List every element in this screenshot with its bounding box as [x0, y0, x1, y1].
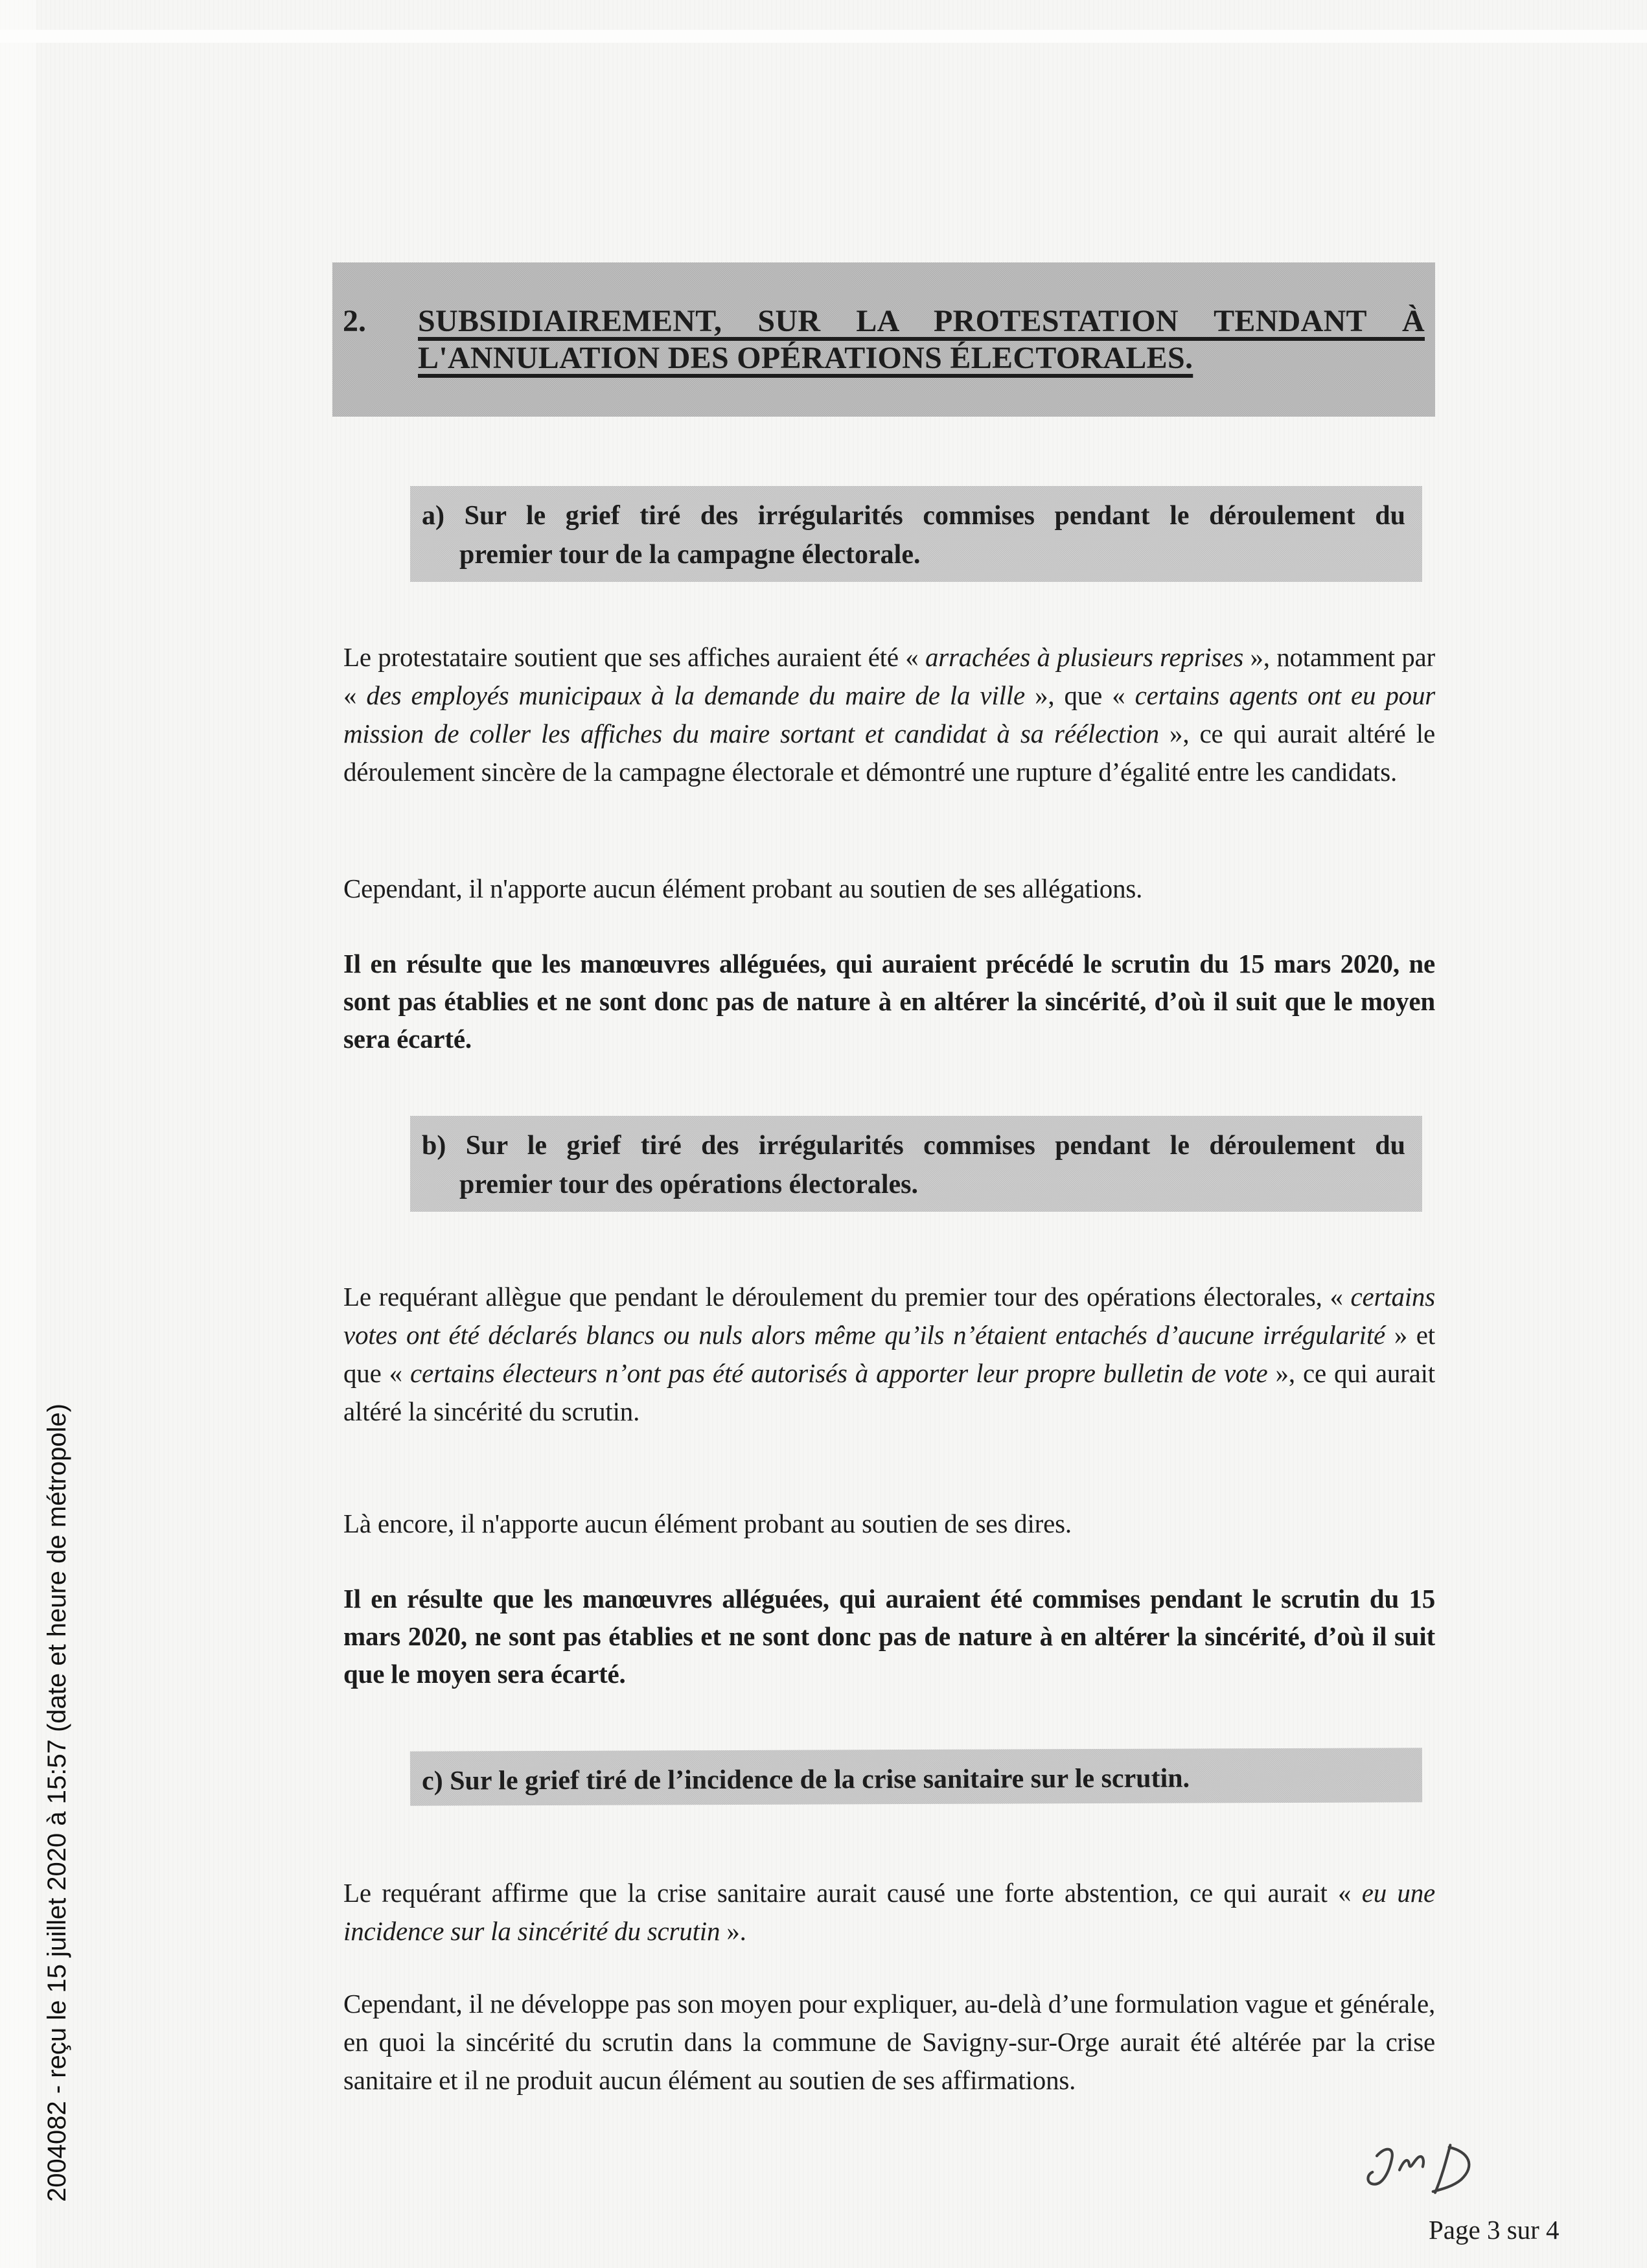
- paragraph-aucun-element-dires: Là encore, il n'apporte aucun élément probant au soutien de ses dires.: [343, 1509, 1072, 1538]
- section-2-heading-block: [332, 262, 1435, 417]
- paragraph-crise-sanitaire-abstention: Le requérant affirme que la crise sanitaire aurait causé une forte abstention, ce qui aurait « eu une incidence sur la sincérité du scrutin ».: [343, 1878, 1435, 1946]
- section-title: [418, 303, 1435, 376]
- reception-timestamp-stamp: 2004082 - reçu le 15 juillet 2020 à 15:57 (date et heure de métropole): [43, 1404, 71, 2202]
- paragraph-affiches-arrachees: Le protestataire soutient que ses affiches auraient été « arrachées à plusieurs reprises », notamment par « des employés municipaux à la demande du maire de la ville », que « certains agents ont eu pour mission de coller les affiches du maire sortant et candidat à sa réélection », ce qui aurait altéré le déroulement sincère de la campagne électorale et démontré une rupture d’égalité entre les candidats.: [343, 642, 1436, 787]
- paragraph-moyen-non-developpe: Cependant, il ne développe pas son moyen pour expliquer, au-delà d’une formulation vague et générale, en quoi la sincérité du scrutin dans la commune de Savigny-sur-Orge aurait été altérée par la crise sanitaire et il ne produit aucun élément au soutien de ses affirmations.: [343, 1989, 1435, 2095]
- section-title-line-1: SUBSIDIAIREMENT, SUR LA PROTESTATION TENDANT À: [418, 304, 1425, 338]
- section-number: 2.: [343, 304, 366, 338]
- scan-left-edge: [0, 0, 36, 2268]
- subsection-b-line-2: premier tour des opérations électorales.: [459, 1170, 919, 1199]
- paragraph-votes-blancs-nuls: Le requérant allègue que pendant le déroulement du premier tour des opérations électorales, « certains votes ont été déclarés blancs ou nuls alors même qu’ils n’étaient entachés d’aucune irrégularité » et que « certains électeurs n’ont pas été autorisés à apporter leur propre bulletin de vote », ce qui aurait altéré la sincérité du scrutin.: [343, 1282, 1436, 1426]
- handwritten-signature-jmd: [1354, 2133, 1484, 2211]
- paragraph-conclusion-campagne: Il en résulte que les manœuvres alléguées, qui auraient précédé le scrutin du 15 mars 2020, ne sont pas établies et ne sont donc pas de nature à en altérer la sincérité, d’où il suit que le moyen sera écarté.: [343, 949, 1435, 1054]
- subsection-b-line-1: b) Sur le grief tiré des irrégularités commises pendant le déroulement du: [422, 1131, 1405, 1161]
- subsection-b-heading: [410, 1116, 1422, 1212]
- page-number: Page 3 sur 4: [1429, 2215, 1560, 2245]
- section-title-line-2: L'ANNULATION DES OPÉRATIONS ÉLECTORALES.: [418, 341, 1193, 375]
- subsection-a-line-2: premier tour de la campagne électorale.: [459, 540, 921, 570]
- paragraph-aucun-element-allegations: Cependant, il n'apporte aucun élément probant au soutien de ses allégations.: [343, 874, 1143, 903]
- subsection-c-heading: [410, 1748, 1422, 1805]
- subsection-a-heading: [410, 486, 1422, 582]
- subsection-a-line-1: a) Sur le grief tiré des irrégularités commises pendant le déroulement du: [422, 501, 1405, 531]
- subsection-c-line-1: c) Sur le grief tiré de l’incidence de la crise sanitaire sur le scrutin.: [421, 1763, 1190, 1796]
- paragraph-conclusion-scrutin: Il en résulte que les manœuvres alléguées, qui auraient été commises pendant le scrutin du 15 mars 2020, ne sont pas établies et ne sont donc pas de nature à en altérer la sincérité, d’où il suit que le moyen sera écarté.: [343, 1584, 1435, 1689]
- scan-light-band: [0, 30, 1647, 43]
